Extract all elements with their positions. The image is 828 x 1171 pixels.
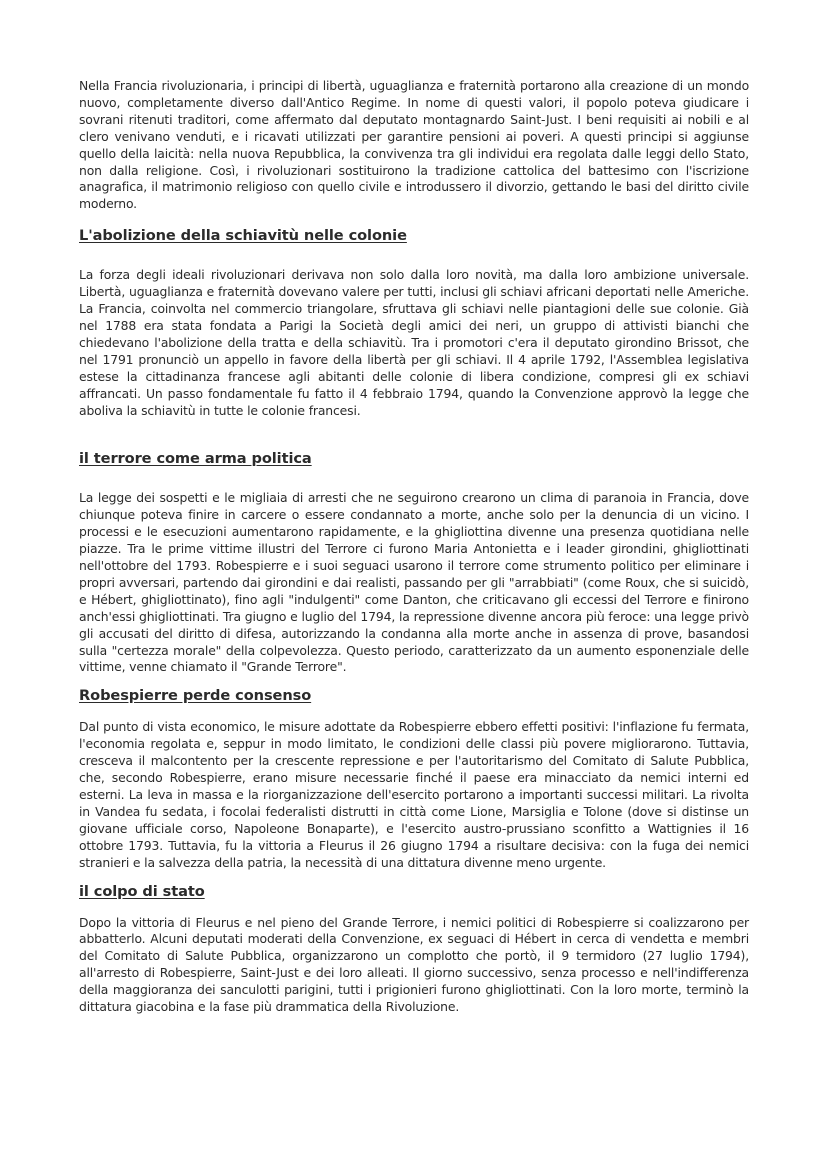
heading-terrore: il terrore come arma politica <box>79 450 312 468</box>
heading-robespierre-consenso: Robespierre perde consenso <box>79 687 312 705</box>
paragraph-colpo-di-stato: Dopo la vittoria di Fleurus e nel pieno del Grande Terrore, i nemici politici di Robespierre si coalizzarono per abbatterlo. Alcuni deputati moderati della Convenzione, ex seguaci di Hébert in cerca di vendetta e membri del Comitato di Salute Pubblica, organizzarono un complotto che portò, il 9 termidoro (27 luglio 1794), all'arresto di Robespierre, Saint-Just e dei loro alleati. Il giorno successivo, senza processo e nell'indifferenza della maggioranza dei sanculotti parigini, tutti i prigionieri furono ghigliottinati. Con la loro morte, terminò la dittatura giacobina e la fase più drammatica della Rivoluzione. <box>79 914 749 1015</box>
heading-abolizione-schiavitu: L'abolizione della schiavitù nelle colonie <box>79 227 407 245</box>
intro-paragraph: Nella Francia rivoluzionaria, i principi di libertà, uguaglianza e fraternità portarono alla creazione di un mondo nuovo, completamente diverso dall'Antico Regime. In nome di questi valori, il popolo poteva giudicare i sovrani ritenuti traditori, come affermato dal deputato montagnardo Saint-Just. I beni requisiti ai nobili e al clero venivano venduti, e i ricavati utilizzati per garantire pensioni ai poveri. A questi principi si aggiunse quello della laicità: nella nuova Repubblica, la convivenza tra gli individui era regolata dalle leggi dello Stato, non dalla religione. Così, i rivoluzionari sostituirono la tradizione cattolica del battesimo con l'iscrizione anagrafica, il matrimonio religioso con quello civile e introdussero il divorzio, gettando le basi del diritto civile moderno. <box>79 78 749 212</box>
paragraph-abolizione-schiavitu: La forza degli ideali rivoluzionari derivava non solo dalla loro novità, ma dalla loro ambizione universale. Libertà, uguaglianza e fraternità dovevano valere per tutti, inclusi gli schiavi africani deportati nelle Americhe. La Francia, coinvolta nel commercio triangolare, sfruttava gli schiavi nelle piantagioni delle sue colonie. Già nel 1788 era stata fondata a Parigi la Società degli amici dei neri, un gruppo di attivisti bianchi che chiedevano l'abolizione della tratta e della schiavitù. Tra i promotori c'era il deputato girondino Brissot, che nel 1791 pronunciò un appello in favore della libertà per gli schiavi. Il 4 aprile 1792, l'Assemblea legislativa estese la cittadinanza francese agli abitanti delle colonie di libera condizione, compresi gli ex schiavi affrancati. Un passo fondamentale fu fatto il 4 febbraio 1794, quando la Convenzione approvò la legge che aboliva la schiavitù in tutte le colonie francesi. <box>79 267 749 418</box>
heading-colpo-di-stato: il colpo di stato <box>79 882 205 900</box>
paragraph-robespierre-consenso: Dal punto di vista economico, le misure adottate da Robespierre ebbero effetti positivi: l'inflazione fu fermata, l'economia regolata e, seppur in modo limitato, le condizioni delle classi più povere migliorarono. Tuttavia, cresceva il malcontento per la crescente repressione e per l'autoritarismo del Comitato di Salute Pubblica, che, secondo Robespierre, erano misure necessarie finché il paese era minacciato da nemici interni ed esterni. La leva in massa e la riorganizzazione dell'esercito portarono a importanti successi militari. La rivolta in Vandea fu sedata, i focolai federalisti distrutti in città come Lione, Marsiglia e Tolone (dove si distinse un giovane ufficiale corso, Napoleone Bonaparte), e l'esercito austro-prussiano sconfitto a Wattignies il 16 ottobre 1793. Tuttavia, fu la vittoria a Fleurus il 26 giugno 1794 a risultare decisiva: con la fuga dei nemici stranieri e la salvezza della patria, la necessità di una dittatura divenne meno urgente. <box>79 719 749 870</box>
document-page <box>79 78 749 1016</box>
paragraph-terrore: La legge dei sospetti e le migliaia di arresti che ne seguirono crearono un clima di paranoia in Francia, dove chiunque poteva finire in carcere o essere condannato a morte, anche solo per la denuncia di un vicino. I processi e le esecuzioni aumentarono rapidamente, e la ghigliottina divenne una presenza quotidiana nelle piazze. Tra le prime vittime illustri del Terrore ci furono Maria Antonietta e i leader girondini, ghigliottinati nell'ottobre del 1793. Robespierre e i suoi seguaci usarono il terrore come strumento politico per eliminare i propri avversari, partendo dai girondini e dai realisti, passando per gli "arrabbiati" (come Roux, che si suicidò, e Hébert, ghigliottinato), fino agli "indulgenti" come Danton, che criticavano gli eccessi del Terrore e finirono anch'essi ghigliottinati. Tra giugno e luglio del 1794, la repressione divenne ancora più feroce: una legge privò gli accusati del diritto di difesa, autorizzando la condanna alla morte anche in assenza di prove, basandosi sulla "certezza morale" della colpevolezza. Questo periodo, caratterizzato da un aumento esponenziale delle vittime, venne chiamato il "Grande Terrore". <box>79 490 749 675</box>
